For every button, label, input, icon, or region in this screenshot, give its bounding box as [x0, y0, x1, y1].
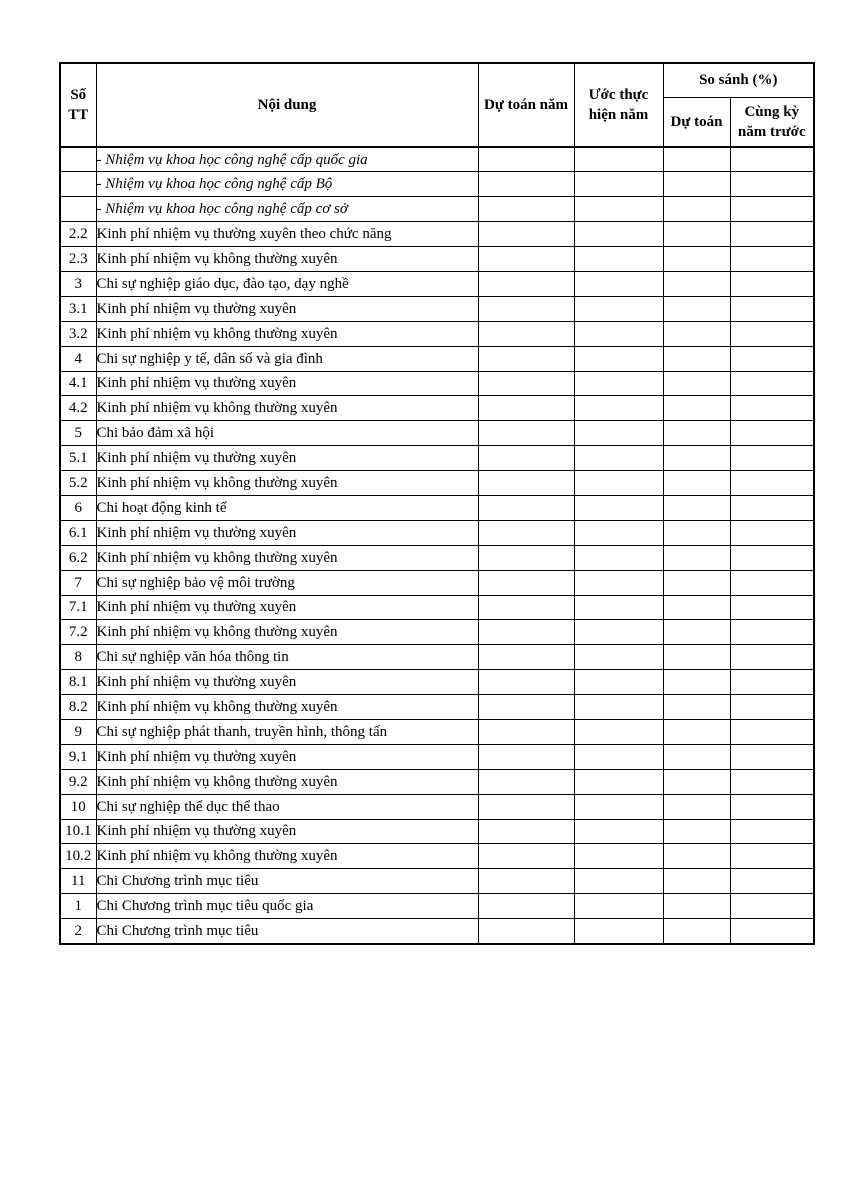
row-actual-cell	[574, 321, 663, 346]
table-row	[60, 919, 814, 944]
row-compare-estimate-cell	[663, 147, 730, 172]
row-actual-cell	[574, 819, 663, 844]
row-compare-estimate-cell	[663, 744, 730, 769]
row-content: Kinh phí nhiệm vụ thường xuyên	[96, 520, 478, 545]
table-row	[60, 321, 814, 346]
header-estimate: Dự toán năm	[478, 63, 574, 147]
row-compare-estimate-cell	[663, 172, 730, 197]
row-content: Kinh phí nhiệm vụ không thường xuyên	[96, 844, 478, 869]
table-row	[60, 471, 814, 496]
row-compare-estimate-cell	[663, 869, 730, 894]
row-content: Kinh phí nhiệm vụ thường xuyên	[96, 744, 478, 769]
row-estimate-cell	[478, 620, 574, 645]
row-estimate-cell	[478, 495, 574, 520]
row-actual-cell	[574, 719, 663, 744]
row-compare-same-period-cell	[730, 719, 814, 744]
table-row	[60, 346, 814, 371]
row-stt	[60, 197, 96, 222]
row-compare-estimate-cell	[663, 570, 730, 595]
row-estimate-cell	[478, 271, 574, 296]
row-compare-same-period-cell	[730, 869, 814, 894]
row-estimate-cell	[478, 819, 574, 844]
row-compare-estimate-cell	[663, 794, 730, 819]
row-actual-cell	[574, 894, 663, 919]
row-estimate-cell	[478, 421, 574, 446]
row-content: Kinh phí nhiệm vụ thường xuyên	[96, 446, 478, 471]
row-compare-estimate-cell	[663, 620, 730, 645]
row-content: Kinh phí nhiệm vụ thường xuyên	[96, 670, 478, 695]
table-row	[60, 744, 814, 769]
row-compare-same-period-cell	[730, 271, 814, 296]
row-content: Chi sự nghiệp bảo vệ môi trường	[96, 570, 478, 595]
row-estimate-cell	[478, 794, 574, 819]
row-estimate-cell	[478, 744, 574, 769]
row-estimate-cell	[478, 570, 574, 595]
table-row	[60, 819, 814, 844]
row-compare-same-period-cell	[730, 172, 814, 197]
row-estimate-cell	[478, 147, 574, 172]
header-actual: Ước thực hiện năm	[574, 63, 663, 147]
header-compare: So sánh (%)	[663, 63, 814, 97]
row-estimate-cell	[478, 844, 574, 869]
row-compare-estimate-cell	[663, 844, 730, 869]
table-row	[60, 247, 814, 272]
row-stt: 4.2	[60, 396, 96, 421]
row-compare-estimate-cell	[663, 471, 730, 496]
row-actual-cell	[574, 570, 663, 595]
row-compare-same-period-cell	[730, 570, 814, 595]
row-actual-cell	[574, 446, 663, 471]
table-row	[60, 495, 814, 520]
row-content: - Nhiệm vụ khoa học công nghệ cấp cơ sở	[96, 197, 478, 222]
row-compare-same-period-cell	[730, 421, 814, 446]
row-content: - Nhiệm vụ khoa học công nghệ cấp quốc gia	[96, 147, 478, 172]
row-actual-cell	[574, 794, 663, 819]
table-row	[60, 769, 814, 794]
row-content: Kinh phí nhiệm vụ không thường xuyên	[96, 695, 478, 720]
row-content: - Nhiệm vụ khoa học công nghệ cấp Bộ	[96, 172, 478, 197]
row-content: Kinh phí nhiệm vụ không thường xuyên	[96, 620, 478, 645]
row-compare-estimate-cell	[663, 719, 730, 744]
row-compare-estimate-cell	[663, 545, 730, 570]
row-actual-cell	[574, 844, 663, 869]
row-estimate-cell	[478, 719, 574, 744]
row-compare-estimate-cell	[663, 819, 730, 844]
row-actual-cell	[574, 296, 663, 321]
row-estimate-cell	[478, 520, 574, 545]
row-compare-same-period-cell	[730, 894, 814, 919]
row-content: Kinh phí nhiệm vụ thường xuyên theo chức năng	[96, 222, 478, 247]
header-compare-estimate: Dự toán	[663, 97, 730, 147]
row-compare-same-period-cell	[730, 670, 814, 695]
row-compare-estimate-cell	[663, 247, 730, 272]
header-compare-same-period: Cùng kỳ năm trước	[730, 97, 814, 147]
row-compare-same-period-cell	[730, 620, 814, 645]
row-content: Kinh phí nhiệm vụ thường xuyên	[96, 296, 478, 321]
table-row	[60, 371, 814, 396]
row-compare-estimate-cell	[663, 645, 730, 670]
row-compare-same-period-cell	[730, 695, 814, 720]
row-actual-cell	[574, 172, 663, 197]
row-content: Kinh phí nhiệm vụ không thường xuyên	[96, 396, 478, 421]
row-compare-same-period-cell	[730, 794, 814, 819]
row-compare-same-period-cell	[730, 545, 814, 570]
row-stt: 6.2	[60, 545, 96, 570]
row-actual-cell	[574, 495, 663, 520]
row-compare-same-period-cell	[730, 396, 814, 421]
row-actual-cell	[574, 197, 663, 222]
row-compare-same-period-cell	[730, 819, 814, 844]
row-stt: 2.3	[60, 247, 96, 272]
row-stt: 9.2	[60, 769, 96, 794]
row-content: Chi sự nghiệp phát thanh, truyền hình, thông tấn	[96, 719, 478, 744]
row-compare-same-period-cell	[730, 371, 814, 396]
row-actual-cell	[574, 695, 663, 720]
table-row	[60, 421, 814, 446]
row-content: Kinh phí nhiệm vụ thường xuyên	[96, 371, 478, 396]
row-actual-cell	[574, 371, 663, 396]
row-estimate-cell	[478, 247, 574, 272]
row-compare-estimate-cell	[663, 197, 730, 222]
row-content: Chi Chương trình mục tiêu quốc gia	[96, 894, 478, 919]
row-compare-same-period-cell	[730, 645, 814, 670]
row-compare-estimate-cell	[663, 446, 730, 471]
row-content: Chi sự nghiệp thể dục thể thao	[96, 794, 478, 819]
row-stt: 8.1	[60, 670, 96, 695]
row-estimate-cell	[478, 321, 574, 346]
row-estimate-cell	[478, 222, 574, 247]
row-stt: 9.1	[60, 744, 96, 769]
table-row	[60, 222, 814, 247]
row-stt: 7.2	[60, 620, 96, 645]
row-stt: 4.1	[60, 371, 96, 396]
row-compare-same-period-cell	[730, 495, 814, 520]
row-compare-same-period-cell	[730, 471, 814, 496]
row-estimate-cell	[478, 670, 574, 695]
table-row	[60, 197, 814, 222]
table-row	[60, 719, 814, 744]
table-row	[60, 570, 814, 595]
row-compare-estimate-cell	[663, 222, 730, 247]
row-actual-cell	[574, 919, 663, 944]
table-row	[60, 645, 814, 670]
row-compare-estimate-cell	[663, 520, 730, 545]
row-actual-cell	[574, 271, 663, 296]
row-stt: 8	[60, 645, 96, 670]
row-actual-cell	[574, 520, 663, 545]
table-row	[60, 595, 814, 620]
table-row	[60, 844, 814, 869]
row-compare-same-period-cell	[730, 769, 814, 794]
row-content: Chi sự nghiệp văn hóa thông tin	[96, 645, 478, 670]
row-estimate-cell	[478, 396, 574, 421]
row-estimate-cell	[478, 296, 574, 321]
row-estimate-cell	[478, 471, 574, 496]
row-stt: 7.1	[60, 595, 96, 620]
row-stt: 6	[60, 495, 96, 520]
row-actual-cell	[574, 346, 663, 371]
row-actual-cell	[574, 247, 663, 272]
row-content: Kinh phí nhiệm vụ không thường xuyên	[96, 769, 478, 794]
row-content: Chi Chương trình mục tiêu	[96, 869, 478, 894]
row-actual-cell	[574, 645, 663, 670]
row-stt: 4	[60, 346, 96, 371]
row-stt: 3.1	[60, 296, 96, 321]
row-compare-same-period-cell	[730, 147, 814, 172]
row-compare-same-period-cell	[730, 446, 814, 471]
table-row	[60, 869, 814, 894]
table-body	[60, 147, 814, 944]
row-compare-same-period-cell	[730, 321, 814, 346]
table-row	[60, 172, 814, 197]
row-compare-same-period-cell	[730, 296, 814, 321]
row-actual-cell	[574, 744, 663, 769]
row-stt: 10.2	[60, 844, 96, 869]
budget-table	[59, 62, 815, 945]
row-estimate-cell	[478, 197, 574, 222]
row-content: Chi bảo đảm xã hội	[96, 421, 478, 446]
row-estimate-cell	[478, 595, 574, 620]
row-compare-estimate-cell	[663, 769, 730, 794]
row-compare-same-period-cell	[730, 247, 814, 272]
row-compare-same-period-cell	[730, 844, 814, 869]
row-actual-cell	[574, 620, 663, 645]
row-estimate-cell	[478, 869, 574, 894]
row-stt: 8.2	[60, 695, 96, 720]
table-row	[60, 794, 814, 819]
row-actual-cell	[574, 869, 663, 894]
row-stt: 5	[60, 421, 96, 446]
row-actual-cell	[574, 222, 663, 247]
row-stt: 7	[60, 570, 96, 595]
row-compare-estimate-cell	[663, 495, 730, 520]
row-compare-estimate-cell	[663, 595, 730, 620]
row-estimate-cell	[478, 172, 574, 197]
row-estimate-cell	[478, 695, 574, 720]
row-compare-estimate-cell	[663, 695, 730, 720]
row-stt: 3	[60, 271, 96, 296]
row-compare-estimate-cell	[663, 396, 730, 421]
row-compare-estimate-cell	[663, 670, 730, 695]
row-stt: 5.2	[60, 471, 96, 496]
row-estimate-cell	[478, 645, 574, 670]
row-stt: 2	[60, 919, 96, 944]
row-actual-cell	[574, 670, 663, 695]
row-compare-estimate-cell	[663, 271, 730, 296]
table-row	[60, 695, 814, 720]
row-actual-cell	[574, 769, 663, 794]
row-content: Chi hoạt động kinh tế	[96, 495, 478, 520]
row-compare-estimate-cell	[663, 919, 730, 944]
row-content: Kinh phí nhiệm vụ thường xuyên	[96, 819, 478, 844]
header-stt: Số TT	[60, 63, 96, 147]
row-stt	[60, 172, 96, 197]
table-row	[60, 296, 814, 321]
row-compare-same-period-cell	[730, 595, 814, 620]
row-content: Kinh phí nhiệm vụ không thường xuyên	[96, 471, 478, 496]
row-content: Chi Chương trình mục tiêu	[96, 919, 478, 944]
table-row	[60, 520, 814, 545]
header-content: Nội dung	[96, 63, 478, 147]
row-content: Kinh phí nhiệm vụ không thường xuyên	[96, 247, 478, 272]
row-content: Kinh phí nhiệm vụ không thường xuyên	[96, 321, 478, 346]
row-actual-cell	[574, 147, 663, 172]
table-row	[60, 446, 814, 471]
row-compare-estimate-cell	[663, 321, 730, 346]
row-compare-estimate-cell	[663, 296, 730, 321]
row-compare-same-period-cell	[730, 744, 814, 769]
row-actual-cell	[574, 471, 663, 496]
row-stt: 1	[60, 894, 96, 919]
row-estimate-cell	[478, 346, 574, 371]
row-stt: 11	[60, 869, 96, 894]
row-compare-same-period-cell	[730, 222, 814, 247]
row-compare-estimate-cell	[663, 371, 730, 396]
row-estimate-cell	[478, 919, 574, 944]
table-row	[60, 396, 814, 421]
row-estimate-cell	[478, 769, 574, 794]
table-row	[60, 271, 814, 296]
row-compare-same-period-cell	[730, 197, 814, 222]
row-content: Kinh phí nhiệm vụ thường xuyên	[96, 595, 478, 620]
table-row	[60, 894, 814, 919]
table-row	[60, 147, 814, 172]
row-compare-estimate-cell	[663, 421, 730, 446]
row-stt	[60, 147, 96, 172]
row-estimate-cell	[478, 545, 574, 570]
row-content: Chi sự nghiệp y tế, dân số và gia đình	[96, 346, 478, 371]
row-content: Chi sự nghiệp giáo dục, đào tạo, dạy nghề	[96, 271, 478, 296]
row-stt: 10.1	[60, 819, 96, 844]
row-actual-cell	[574, 421, 663, 446]
row-stt: 5.1	[60, 446, 96, 471]
row-compare-same-period-cell	[730, 919, 814, 944]
table-row	[60, 545, 814, 570]
row-estimate-cell	[478, 894, 574, 919]
row-stt: 6.1	[60, 520, 96, 545]
row-stt: 10	[60, 794, 96, 819]
row-estimate-cell	[478, 446, 574, 471]
row-content: Kinh phí nhiệm vụ không thường xuyên	[96, 545, 478, 570]
row-estimate-cell	[478, 371, 574, 396]
row-compare-estimate-cell	[663, 346, 730, 371]
row-compare-estimate-cell	[663, 894, 730, 919]
row-actual-cell	[574, 545, 663, 570]
table-row	[60, 620, 814, 645]
row-actual-cell	[574, 595, 663, 620]
row-stt: 9	[60, 719, 96, 744]
row-actual-cell	[574, 396, 663, 421]
row-stt: 2.2	[60, 222, 96, 247]
row-compare-same-period-cell	[730, 346, 814, 371]
row-stt: 3.2	[60, 321, 96, 346]
row-compare-same-period-cell	[730, 520, 814, 545]
table-row	[60, 670, 814, 695]
